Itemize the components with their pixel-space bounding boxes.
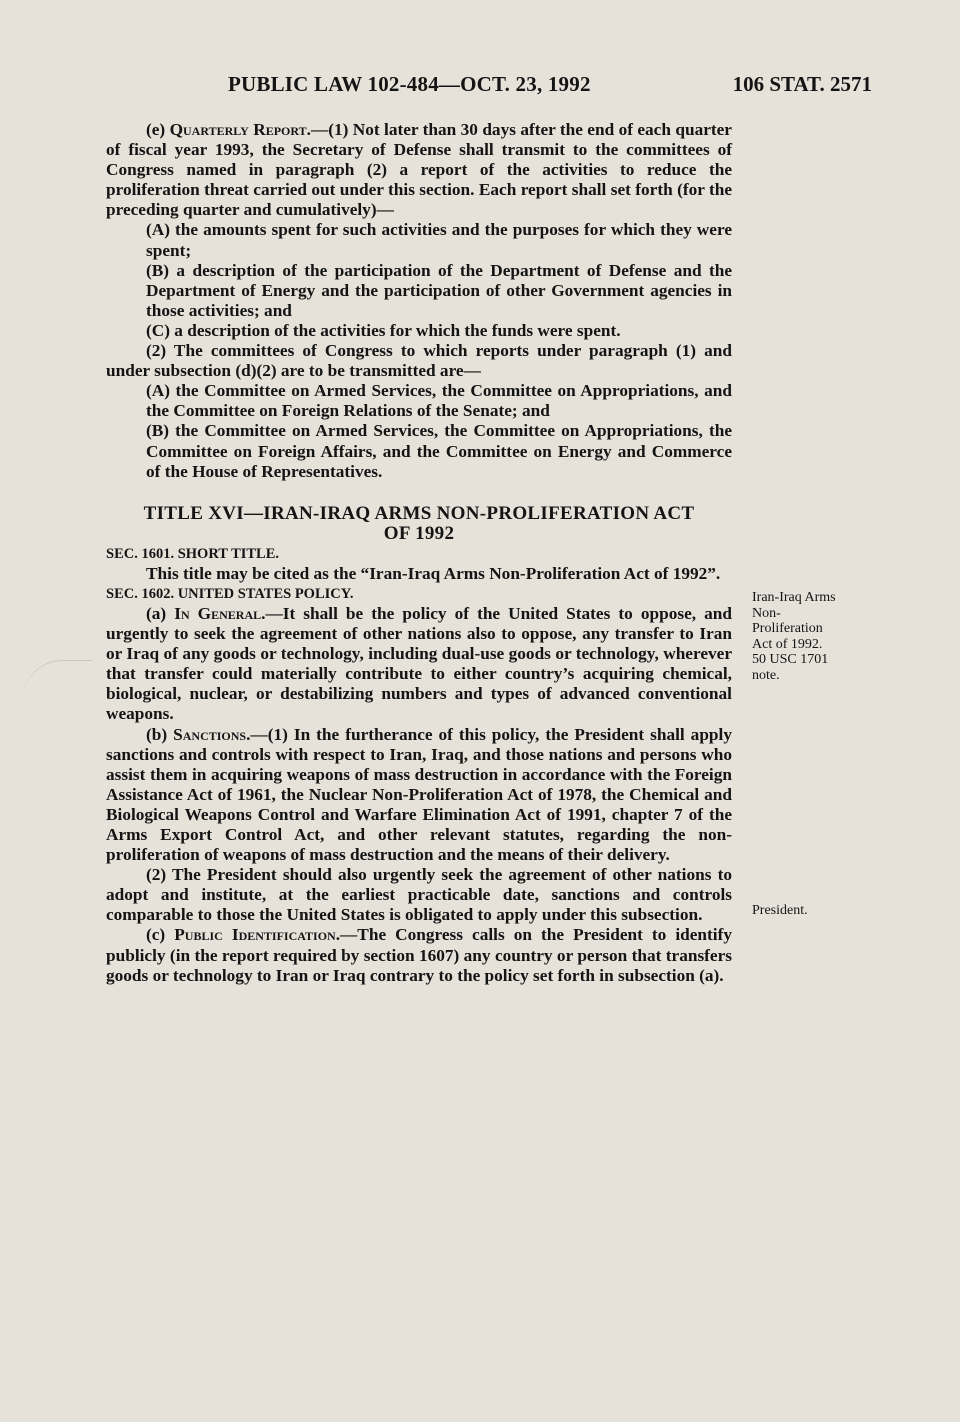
section-1602-heading: SEC. 1602. UNITED STATES POLICY. <box>106 585 354 602</box>
item-e2-b: (B) the Committee on Armed Services, the Committee on Appropriations, the Committee on Foreign Affairs, and the Committee on Energy and Commerce of the House of Representatives. <box>146 421 732 481</box>
heading-public-identification: Public Identification <box>174 925 336 945</box>
margin-note-president: President. <box>752 903 808 918</box>
section-1601-text: This title may be cited as the “Iran-Iraq Arms Non-Proliferation Act of 1992”. <box>146 563 721 583</box>
paragraph-1602-c: (c) Public Identification.—The Congress calls on the President to identify publicly (in the report required by section 1607) any country or person that transfers goods or technology to Iran or Iraq contrary to the policy set forth in subsection (a). <box>106 925 732 985</box>
heading-sanctions: Sanctions <box>173 724 247 744</box>
statute-page-number: 106 STAT. 2571 <box>732 72 872 96</box>
running-header <box>0 72 960 98</box>
public-law-citation: PUBLIC LAW 102-484—OCT. 23, 1992 <box>228 72 591 96</box>
paragraph-e1: (e) Quarterly Report.—(1) Not later than 30 days after the end of each quarter of fiscal year 1993, the Secretary of Defense shall transmit to the committees of Congress named in paragraph (2) a report of the activities to reduce the proliferation threat carried out under this section. Each report shall set forth (for the preceding quarter and cumulatively)— <box>106 120 732 220</box>
paragraph-1602-a: (a) In General.—It shall be the policy of the United States to oppose, and urgently to seek the agreement of other nations also to oppose, any transfer to Iran or Iraq of any goods or technology, including dual-use goods or technology, wherever that transfer could materially contribute to either country’s acquiring chemical, biological, nuclear, or destabilizing numbers and types of advanced conventional weapons. <box>106 603 732 724</box>
title-xvi-heading: TITLE XVI—IRAN-IRAQ ARMS NON-PROLIFERATION ACT OF 1992 <box>143 502 695 544</box>
paragraph-e2: (2) The committees of Congress to which reports under paragraph (1) and under subsection (d)(2) are to be transmitted are— <box>106 341 732 381</box>
scan-mark <box>22 660 92 701</box>
heading-in-general: In General <box>174 603 262 623</box>
item-e-c: (C) a description of the activities for which the funds were spent. <box>146 320 621 340</box>
section-1601-heading: SEC. 1601. SHORT TITLE. <box>106 545 280 562</box>
item-e-a: (A) the amounts spent for such activities and the purposes for which they were spent; <box>146 220 732 260</box>
item-e-b: (B) a description of the participation of the Department of Defense and the Department of Energy and the participation of other Government agencies in those activities; and <box>146 260 732 320</box>
document-body <box>106 120 732 986</box>
item-e2-a: (A) the Committee on Armed Services, the Committee on Appropriations, and the Committee on Foreign Relations of the Senate; and <box>146 381 732 421</box>
paragraph-1602-b1: (b) Sanctions.—(1) In the furtherance of this policy, the President shall apply sanctions and controls with respect to Iran, Iraq, and those nations and persons who assist them in acquiring weapons of mass destruction in accordance with the Foreign Assistance Act of 1961, the Nuclear Non-Proliferation Act of 1978, the Chemical and Biological Weapons Control and Warfare Elimination Act of 1991, chapter 7 of the Arms Export Control Act, and other relevant statutes, regarding the non-proliferation of weapons of mass destruction and the means of their delivery. <box>106 724 732 865</box>
heading-quarterly-report: Quarterly Report <box>169 120 307 139</box>
paragraph-1602-b2: (2) The President should also urgently seek the agreement of other nations to adopt and institute, at the earliest practicable date, sanctions and controls comparable to those the United States is obligated to apply under this subsection. <box>106 865 732 925</box>
margin-note-title: Iran-Iraq Arms Non- Proliferation Act of 1992. 50 USC 1701 note. <box>752 590 836 683</box>
